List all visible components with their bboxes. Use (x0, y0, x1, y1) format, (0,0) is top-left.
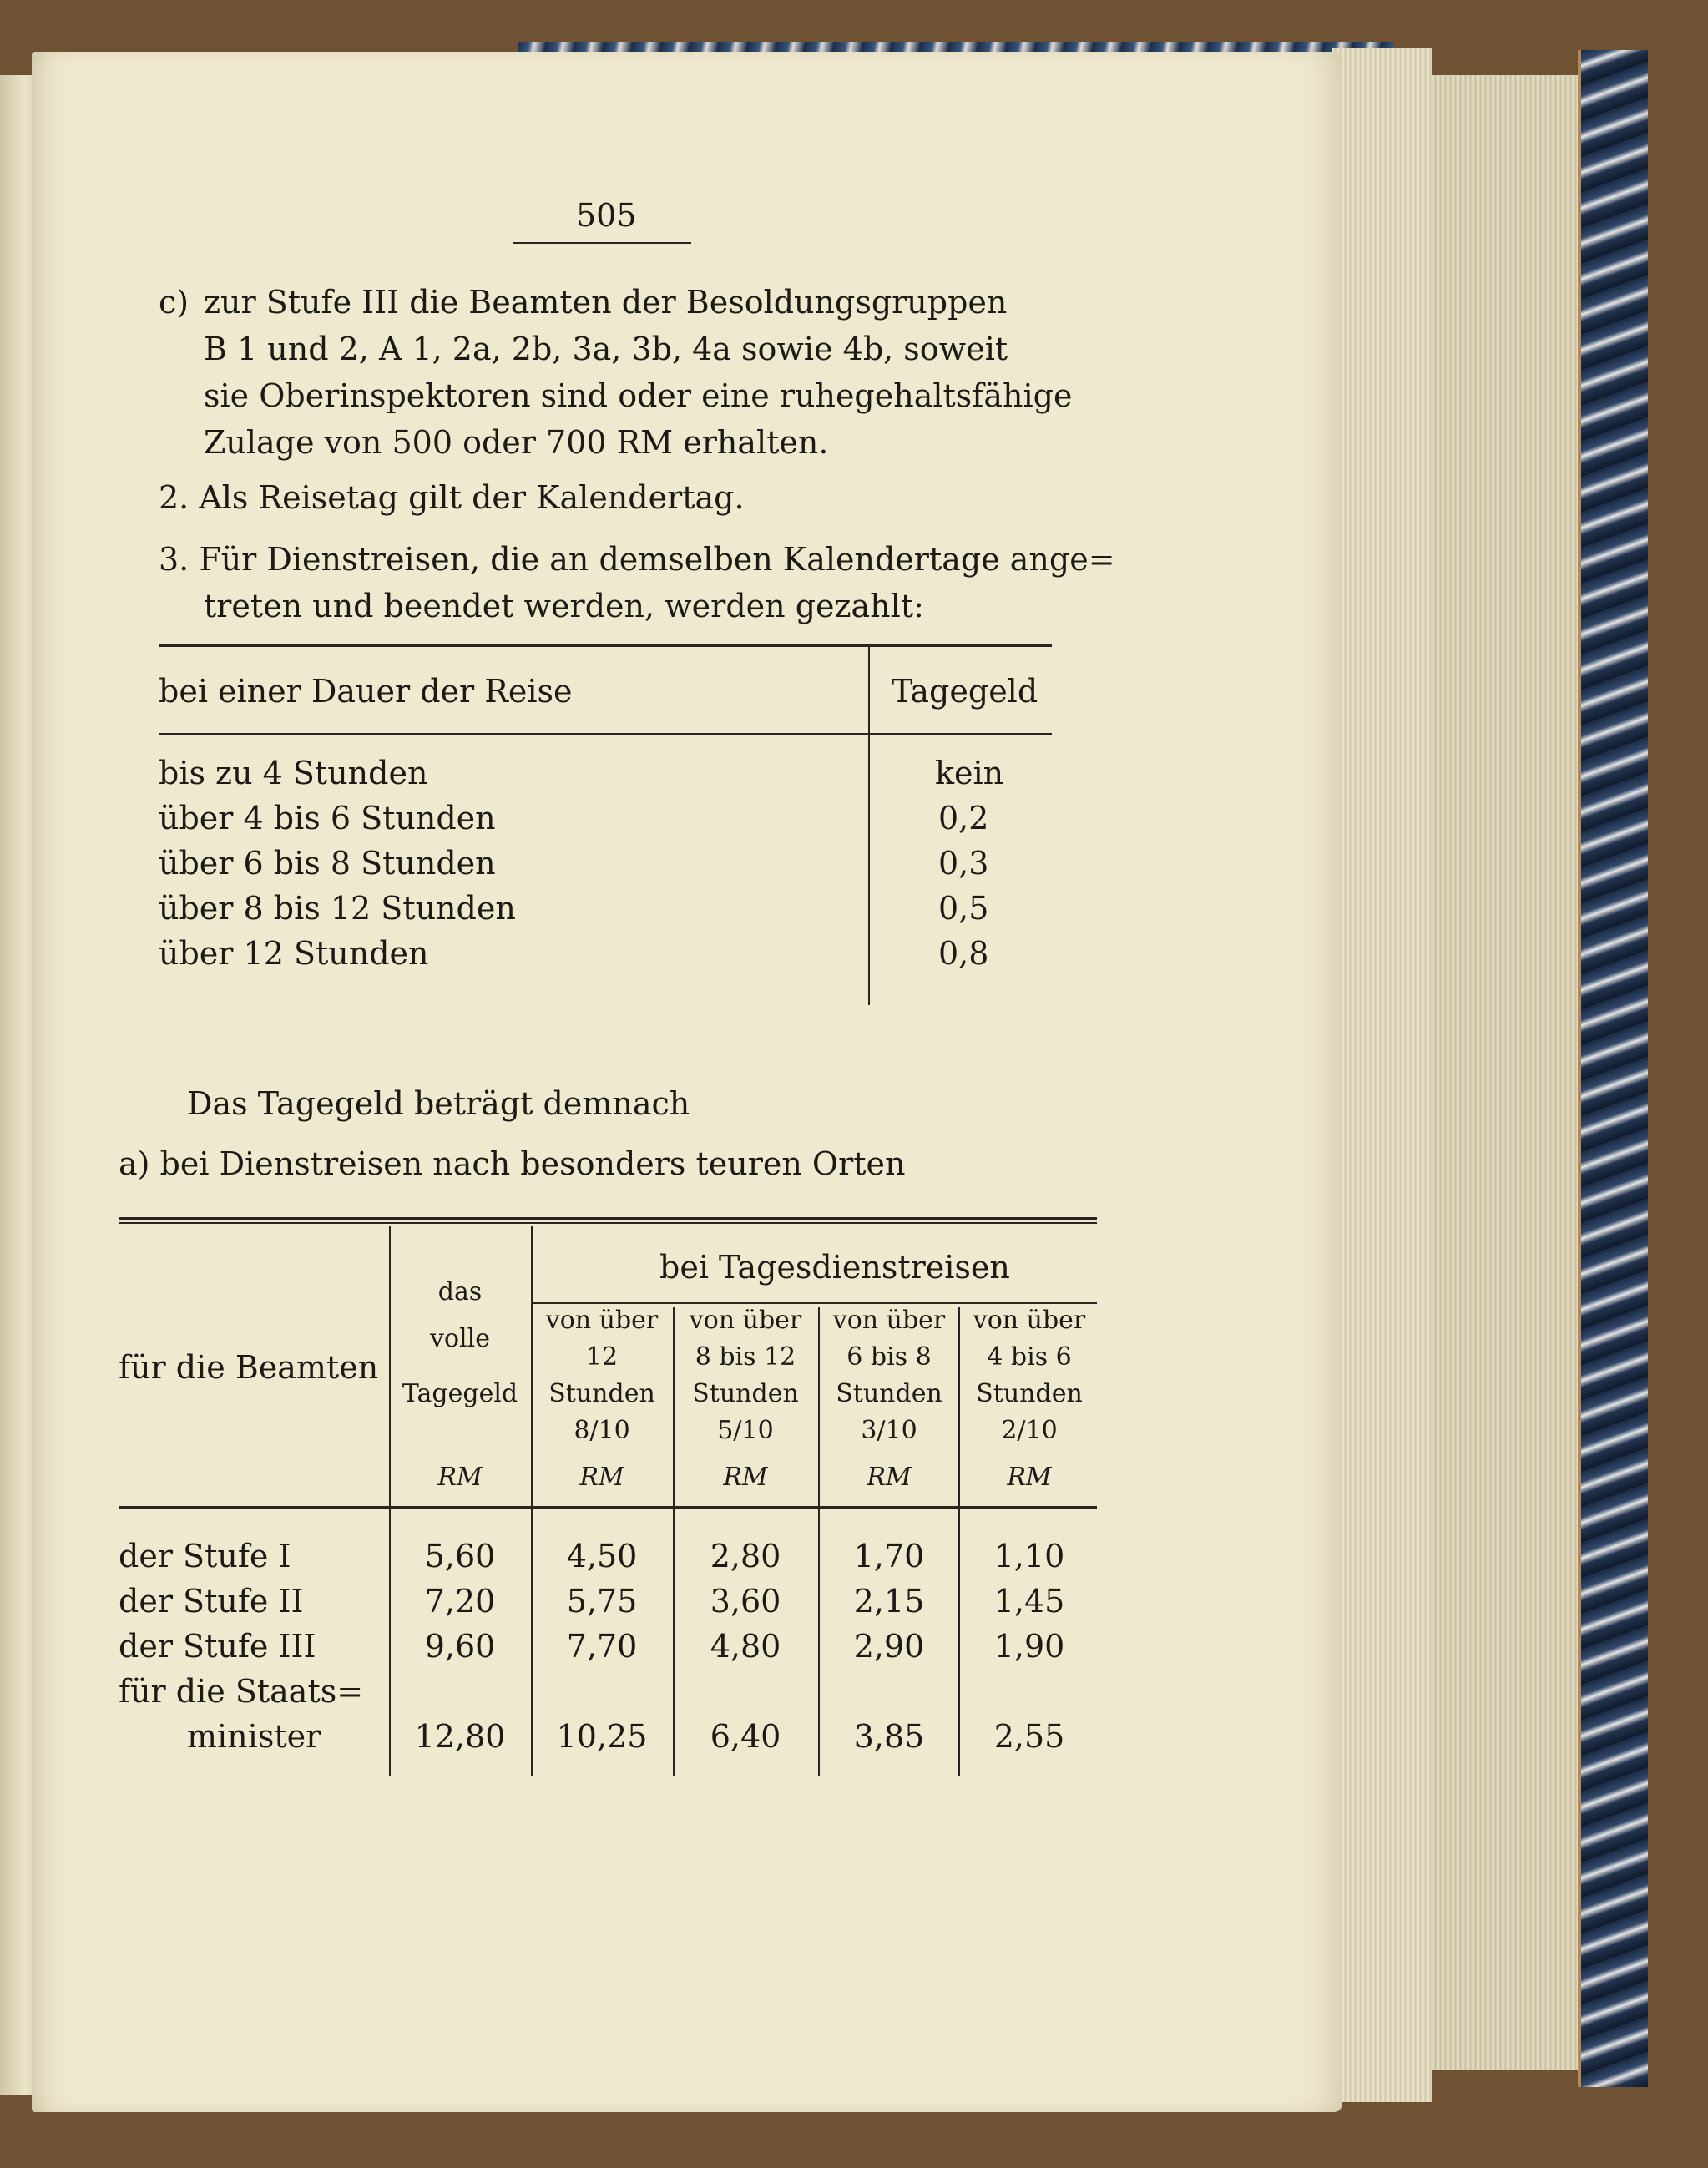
table2-divider-1 (389, 1226, 391, 1776)
table1-row-1-label: bis zu 4 Stunden (159, 755, 428, 791)
para-c-label: c) (159, 284, 189, 321)
table2-row-header: für die Beamten (119, 1349, 379, 1386)
demnach-line: Das Tagegeld beträgt demnach (187, 1085, 690, 1122)
table1-header-duration: bei einer Dauer der Reise (159, 673, 573, 710)
table2-row-2-label: der Stufe II (119, 1583, 304, 1620)
table2-row-4-label: für die Staats= (119, 1673, 364, 1710)
table2-row-4-v4: 2,55 (993, 1718, 1065, 1755)
para-c-line-3: sie Oberinspektoren sind oder eine ruhegehaltsfähige (204, 377, 1073, 414)
para-c-line-1: zur Stufe III die Beamten der Besoldungsgruppen (204, 284, 1008, 321)
table1-header-tagegeld: Tagegeld (892, 673, 1038, 710)
table2-row-4-v3: 3,85 (853, 1718, 925, 1755)
marbled-cover (1578, 50, 1648, 2087)
unit-col3: RM (867, 1463, 912, 1492)
unit-col1: RM (579, 1463, 624, 1492)
para-3-line-1: 3. Für Dienstreisen, die an demselben Kalendertage ange= (159, 541, 1115, 578)
table2-row-1-v0: 5,60 (424, 1538, 496, 1574)
col3-line1: von über (832, 1306, 946, 1335)
col2-line4: 5/10 (717, 1416, 774, 1445)
table2-top-rule-2 (119, 1222, 1097, 1224)
para-c-line-2: B 1 und 2, A 1, 2a, 2b, 3a, 3b, 4a sowie 4b, soweit (204, 331, 1008, 367)
col1-line1: von über (545, 1306, 659, 1335)
unit-col4: RM (1007, 1463, 1052, 1492)
table2-header-rule (119, 1506, 1097, 1509)
page-number: 505 (576, 197, 637, 234)
table2-das-line-3: Tagegeld (402, 1379, 518, 1408)
col3-line3: Stunden (836, 1379, 942, 1408)
col4-line4: 2/10 (1001, 1416, 1058, 1445)
para-3-line-2: treten und beendet werden, werden gezahlt: (204, 588, 924, 624)
table2-row-1-v4: 1,10 (993, 1538, 1065, 1574)
col1-line2: 12 (585, 1342, 619, 1372)
page-block-edges (1432, 75, 1582, 2070)
col2-line2: 8 bis 12 (695, 1342, 796, 1372)
page-edges (1332, 48, 1432, 2102)
table2-row-1-label: der Stufe I (119, 1538, 291, 1574)
table2-row-3-v1: 7,70 (566, 1628, 638, 1665)
table1-row-5-label: über 12 Stunden (159, 935, 429, 972)
table1-row-2-value: 0,2 (938, 800, 989, 836)
table1-row-4-label: über 8 bis 12 Stunden (159, 890, 516, 927)
table2-row-4-label-2: minister (187, 1718, 321, 1755)
table1-row-3-value: 0,3 (938, 845, 989, 882)
table2-row-1-v3: 1,70 (853, 1538, 925, 1574)
table1-row-4-value: 0,5 (938, 890, 989, 927)
col2-line3: Stunden (692, 1379, 799, 1408)
col2-line1: von über (689, 1306, 802, 1335)
col4-line1: von über (973, 1306, 1086, 1335)
col1-line3: Stunden (548, 1379, 655, 1408)
table1-col-divider (868, 644, 870, 1005)
table2-group-rule (531, 1302, 1097, 1304)
col4-line3: Stunden (976, 1379, 1083, 1408)
table2-row-3-v3: 2,90 (853, 1628, 925, 1665)
para-a: a) bei Dienstreisen nach besonders teuren Orten (119, 1145, 906, 1182)
unit-col2: RM (723, 1463, 768, 1492)
table2-row-2-v3: 2,15 (853, 1583, 925, 1620)
table2-row-3-v2: 4,80 (710, 1628, 781, 1665)
col3-line2: 6 bis 8 (846, 1342, 932, 1372)
table2-row-1-v1: 4,50 (566, 1538, 638, 1574)
table2-row-2-v0: 7,20 (424, 1583, 496, 1620)
table2-row-3-v4: 1,90 (993, 1628, 1065, 1665)
table2-row-4-v1: 10,25 (556, 1718, 648, 1755)
table2-group-header: bei Tagesdienstreisen (659, 1249, 1010, 1286)
table1-row-5-value: 0,8 (938, 935, 989, 972)
col3-line4: 3/10 (861, 1416, 917, 1445)
table2-row-2-v4: 1,45 (993, 1583, 1065, 1620)
table2-das-line-2: volle (430, 1324, 490, 1353)
table1-top-rule (159, 644, 1052, 647)
table1-header-rule (159, 733, 1052, 735)
table1-row-2-label: über 4 bis 6 Stunden (159, 800, 496, 836)
table2-top-rule (119, 1217, 1097, 1220)
table1-row-1-value: kein (935, 755, 1004, 791)
table2-row-4-v0: 12,80 (414, 1718, 506, 1755)
para-2: 2. Als Reisetag gilt der Kalendertag. (159, 479, 745, 516)
table2-row-3-label: der Stufe III (119, 1628, 316, 1665)
table2-row-1-v2: 2,80 (710, 1538, 781, 1574)
col4-line2: 4 bis 6 (987, 1342, 1072, 1372)
page-number-rule (513, 242, 691, 244)
table2-row-4-v2: 6,40 (710, 1718, 781, 1755)
table2-das-line-1: das (437, 1277, 483, 1306)
table1-row-3-label: über 6 bis 8 Stunden (159, 845, 496, 882)
col1-line4: 8/10 (574, 1416, 630, 1445)
table2-row-2-v1: 5,75 (566, 1583, 638, 1620)
para-c-line-4: Zulage von 500 oder 700 RM erhalten. (204, 424, 829, 461)
table2-row-2-v2: 3,60 (710, 1583, 781, 1620)
table2-row-3-v0: 9,60 (424, 1628, 496, 1665)
unit-col0: RM (437, 1463, 483, 1492)
